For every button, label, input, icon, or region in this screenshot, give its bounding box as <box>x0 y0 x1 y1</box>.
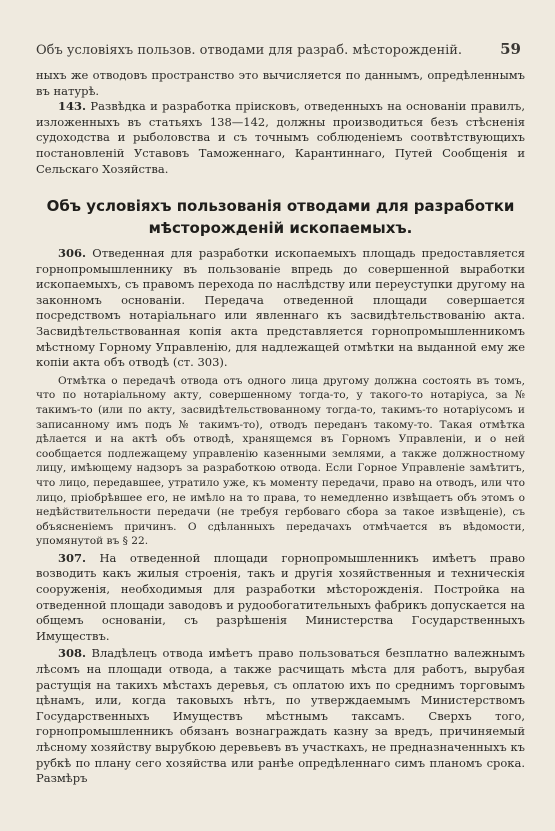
page-number: 59 <box>500 40 521 58</box>
section-title-line-2: мѣсторожденій ископаемыхъ. <box>148 219 413 237</box>
running-header <box>36 40 521 58</box>
section-title <box>36 195 525 239</box>
paragraph-number: 143. <box>58 99 87 114</box>
intro-block <box>36 68 525 177</box>
continuation-paragraph: ныхъ же отводовъ пространство это вычисляется по даннымъ, опредѣленнымъ въ натурѣ. <box>36 68 525 98</box>
article-308 <box>36 646 525 786</box>
article-text: Отведенная для разработки ископаемыхъ площадь предоставляется горнопромышленнику въ пользованіе впредь до совершенной выработки ископаемыхъ, съ правомъ перехода по наслѣдству или переуступки другому на законномъ основаніи. Передача отведенной площади совершается посредствомъ нотаріальнаго или явленнаго къ засвидѣтельствованію акта. Засвидѣтельствованная копія акта представляется горнопромышленникомъ мѣстному Горному Управленію, для надлежащей отмѣтки на выданной ему же копіи акта объ отводѣ (ст. 303). <box>36 246 525 370</box>
article-text: На отведенной площади горнопромышленникъ имѣетъ право возводить какъ жилыя строенія, такъ и другія хозяйственныя и техническія сооруженія, необходимыя для разработки мѣсторожденія. Постройка на отведенной площади заводовъ и рудообогатительныхъ фабрикъ допускается на общемъ основаніи, съ разрѣшенія Министерства Государственныхъ Имуществъ. <box>36 550 525 643</box>
section-title-line-1: Объ условіяхъ пользованія отводами для разработки <box>46 197 515 215</box>
article-306 <box>36 246 525 371</box>
article-text: Владѣлецъ отвода имѣетъ право пользоваться безплатно валежнымъ лѣсомъ на площади отвода, а также расчищать мѣста для работъ, вырубая растущія на такихъ мѣстахъ деревья, съ оплатою ихъ по среднимъ торговымъ цѣнамъ, или, когда таковыхъ нѣтъ, по утверждаемымъ Министерствомъ Государственныхъ Имуществъ мѣстнымъ таксамъ. Сверхъ того, горнопромышленникъ обязанъ вознаграждать казну за вредъ, причиняемый лѣсному хозяйству вырубкою деревьевъ въ участкахъ, не предназначенныхъ къ рубкѣ по плану сего хозяйства или ранѣе опредѣленнаго симъ планомъ срока. Размѣръ <box>36 646 525 786</box>
article-number: 307. <box>58 550 87 565</box>
paragraph-text: Развѣдка и разработка пріисковъ, отведенныхъ на основаніи правилъ, изложенныхъ въ статьяхъ 138—142, должны производиться безъ стѣсненія судоходства и рыболовства и съ точнымъ соблюденіемъ соотвѣтствующихъ постановленій Уставовъ Таможеннаго, Карантиннаго, Путей Сообщенія и Сельскаго Хозяйства. <box>36 99 525 176</box>
article-number: 306. <box>58 246 87 260</box>
articles-block <box>36 246 525 787</box>
article-306-note: Отмѣтка о передачѣ отвода отъ одного лица другому должна состоять въ томъ, что по нотаріальному акту, совершенному тогда-то, у такого-то нотаріуса, за № такимъ-то (или по акту, засвидѣтельствованному тогда-то, такимъ-то нотаріусомъ и записанному имъ подъ № такимъ-то), отводъ переданъ такому-то. Такая отмѣтка дѣлается и на актѣ объ отводѣ, хранящемся въ Горномъ Управленіи, и о ней сообщается подлежащему управленію казенными землями, а также должностному лицу, имѣющему надзоръ за разработкою отвода. Если Горное Управленіе замѣтитъ, что лицо, передавшее, утратило уже, къ моменту передачи, право на отводъ, или что лицо, пріобрѣвшее его, не имѣло на то права, то немедленно извѣщаетъ объ этомъ о недѣйствительности передачи (не требуя гербоваго сбора за такое извѣщеніе), съ объясненіемъ причинъ. О сдѣланныхъ передачахъ отмѣчается въ вѣдомости, упомянутой въ § 22. <box>36 374 525 548</box>
article-number: 308. <box>58 646 87 661</box>
paragraph-143 <box>36 99 525 177</box>
running-title: Объ условіяхъ пользов. отводами для разраб. мѣсторожденій. <box>36 43 463 58</box>
article-307 <box>36 551 525 645</box>
